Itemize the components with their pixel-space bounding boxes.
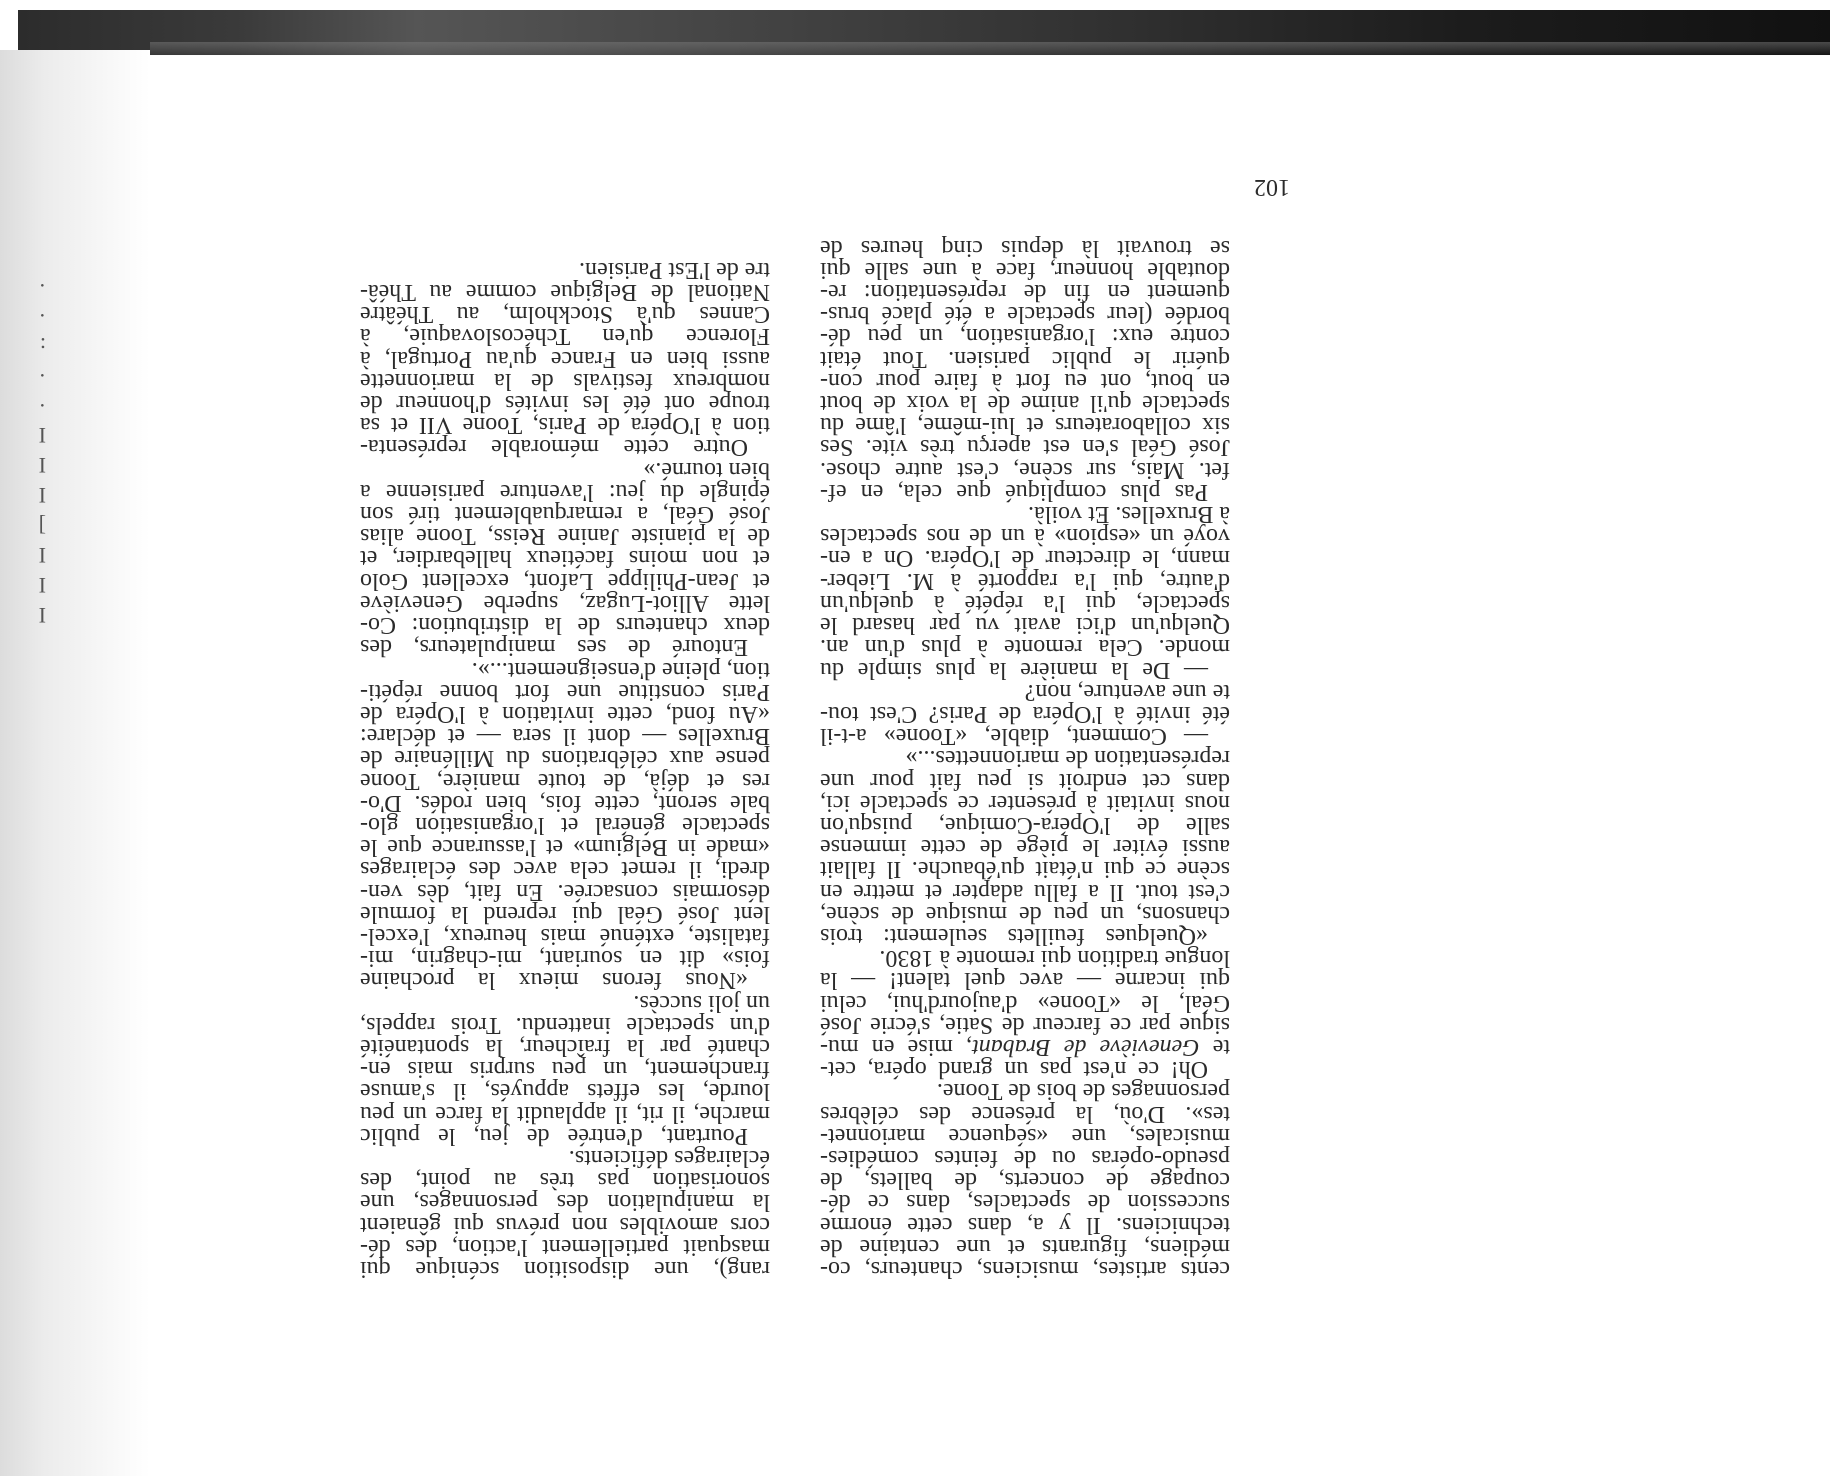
text-line: National de Belgique comme au Théâ- <box>360 279 770 306</box>
text-line: te Geneviève de Brabant, mise en mu- <box>820 1033 1230 1060</box>
text-line: et non moins facétieux hallebardier, et <box>360 545 770 572</box>
text-line: «Au fond, cette invitation à l'Opéra de <box>360 700 770 727</box>
text-line: — De la manière la plus simple du <box>820 656 1208 683</box>
text-line: monde. Cela remonte à plus d'un an. <box>820 634 1230 661</box>
text-line: Quelqu'un d'ici avait vu par hasard le <box>820 612 1230 639</box>
text-line: spectacle général et l'organisation glo- <box>360 811 770 838</box>
text-line: en bout, ont eu fort à faire pour con- <box>820 367 1230 394</box>
text-line: tre de l'Est Parisien. <box>579 256 770 283</box>
margin-mark: I <box>38 543 46 568</box>
text-line: succession de spectacles, dans ce dé- <box>820 1189 1230 1216</box>
text-line: Oh! ce n'est pas un grand opéra, cet- <box>820 1056 1208 1083</box>
text-line: masquait partiellement l'action, des dé- <box>360 1233 770 1260</box>
text-line: marche, il rit, il applaudit la farce un peu <box>360 1100 770 1127</box>
margin-mark: · <box>38 393 46 418</box>
text-line: personnages de bois de Toone. <box>936 1078 1230 1105</box>
text-line: «Nous ferons mieux la prochaine <box>360 967 748 994</box>
text-line: d'autre, qui l'a rapporté à M. Lieber- <box>820 567 1230 594</box>
text-line: bordée (leur spectacle a été placé brus- <box>820 301 1230 328</box>
text-line: qui incarne — avec quel talent! — la <box>820 967 1230 994</box>
text-line: aussi bien en France qu'au Portugal, à <box>360 345 770 372</box>
margin-mark: I <box>38 453 46 478</box>
text-line: nombreux festivals de la marionnette <box>360 367 770 394</box>
text-line: res et déjà, de toute manière, Toone <box>360 767 770 794</box>
text-line: deux chanteurs de la distribution: Co- <box>360 612 770 639</box>
text-line: six collaborateurs et lui-même, l'âme du <box>820 412 1230 439</box>
text-line: représentation de marionnettes...» <box>905 745 1230 772</box>
text-line: été invité à l'Opéra de Paris? C'est tou- <box>820 700 1230 727</box>
text-line: «made in Belgium» et l'assurance que le <box>360 834 770 861</box>
text-line: Pas plus compliqué que cela, en ef- <box>820 478 1208 505</box>
page-number: 102 <box>1254 174 1290 200</box>
text-line: techniciens. Il y a, dans cette énorme <box>820 1211 1230 1238</box>
text-line: la manipulation des personnages, une <box>360 1189 770 1216</box>
text-line: franchement, un peu surpris mais en- <box>360 1056 770 1083</box>
text-line: dans cet endroit si peu fait pour une <box>820 767 1230 794</box>
text-line: désormais consacrée. En fait, dès ven- <box>360 878 770 905</box>
text-line: musicales, une «séquence marionnet- <box>820 1122 1230 1149</box>
text-line: pseudo-opéras ou de feintes comédies- <box>820 1144 1230 1171</box>
text-line: et Jean-Philippe Lafont, excellent Golo <box>360 567 770 594</box>
margin-mark: I <box>38 423 46 448</box>
text-line: c'est tout. Il a fallu adapter et mettre en <box>820 878 1230 905</box>
margin-mark: : <box>39 333 46 358</box>
margin-mark: · <box>38 273 46 298</box>
text-line: te une aventure, non? <box>1024 678 1230 705</box>
text-line: Outre cette mémorable représenta- <box>360 434 748 461</box>
text-line: rang), une disposition scénique qui <box>360 1256 770 1282</box>
text-line: cents artistes, musiciens, chanteurs, co- <box>820 1256 1230 1282</box>
text-line: lent José Géal qui reprend la formule <box>360 900 770 927</box>
text-line: quement en fin de représentation: re- <box>820 279 1230 306</box>
text-line: Géal, le «Toone» d'aujourd'hui, celui <box>820 989 1230 1016</box>
text-line: tion, pleine d'enseignement...». <box>471 656 770 683</box>
margin-mark: ] <box>38 513 46 538</box>
margin-mark: I <box>38 483 46 508</box>
text-line: scène ce qui n'était qu'ébauche. Il fallait <box>820 856 1230 883</box>
text-line: spectacle qu'il anime de la voix de bout <box>820 390 1230 417</box>
text-line: tion à l'Opéra de Paris, Toone VII et sa <box>360 412 770 439</box>
margin-mark: · <box>38 303 46 328</box>
text-line: salle de l'Opéra-Comique, puisqu'on <box>820 811 1230 838</box>
text-line: se trouvait là depuis cinq heures de <box>820 234 1230 261</box>
text-column-right <box>360 256 770 1282</box>
margin-mark: · <box>38 363 46 388</box>
text-line: bien tourné.» <box>643 456 770 483</box>
text-line: éclairages déficients. <box>568 1144 770 1171</box>
text-line: doutable honneur, face à une salle qui <box>820 256 1230 283</box>
text-line: dredi, il remet cela avec des éclairages <box>360 856 770 883</box>
margin-mark: I <box>38 603 46 628</box>
text-line: fataliste, exténué mais heureux, l'excel- <box>360 922 770 949</box>
text-line: Pourtant, d'entrée de jeu, le public <box>360 1122 748 1149</box>
text-line: lourde, les effets appuyés, il s'amuse <box>360 1078 770 1105</box>
text-line: pense aux célébrations du Millénaire de <box>360 745 770 772</box>
text-line: épingle du jeu: l'aventure parisienne a <box>360 478 770 505</box>
text-line: nous invitait à présenter ce spectacle ici, <box>820 789 1230 816</box>
text-line: coupage de concerts, de ballets, de <box>820 1167 1230 1194</box>
text-line: sonorisation pas très au point, des <box>360 1167 770 1194</box>
text-line: voyé un «espion» à un de nos spectacles <box>820 523 1230 550</box>
text-line: troupe ont été les invités d'honneur de <box>360 390 770 417</box>
text-line: José Géal s'en est aperçu très vite. Ses <box>820 434 1230 461</box>
text-line: fet. Mais, sur scène, c'est autre chose. <box>820 456 1230 483</box>
text-line: chanté par la fraîcheur, la spontanéité <box>360 1033 770 1060</box>
text-line: Cannes qu'à Stockholm, au Théâtre <box>360 301 770 328</box>
text-line: «Quelques feuillets seulement: trois <box>820 922 1208 949</box>
text-line: longue tradition qui remonte à 1830. <box>879 945 1230 972</box>
text-line: sique par ce farceur de Satie, s'écrie José <box>820 1011 1230 1038</box>
text-line: mann, le directeur de l'Opéra. On a en- <box>820 545 1230 572</box>
text-column-left <box>820 236 1230 1280</box>
text-line: contre eux: l'organisation, un peu dé- <box>820 323 1230 350</box>
text-line: Florence qu'en Tchécoslovaquie, à <box>360 323 770 350</box>
text-line: médiens, figurants et une centaine de <box>820 1233 1230 1260</box>
text-line: d'un spectacle inattendu. Trois rappels, <box>360 1011 770 1038</box>
text-line: — Comment, diable, «Toone» a-t-il <box>820 723 1208 750</box>
text-line: spectacle, qui l'a répété à quelqu'un <box>820 589 1230 616</box>
text-line: José Géal, a remarquablement tiré son <box>360 501 770 528</box>
text-line: Entouré de ses manipulateurs, des <box>360 634 748 661</box>
text-line: de la pianiste Janine Reiss, Toone alias <box>360 523 770 550</box>
text-line: lette Alliot-Lugaz, superbe Geneviève <box>360 589 770 616</box>
text-line: cors amovibles non prévus qui gênaient <box>360 1211 770 1238</box>
text-line: Bruxelles — dont il sera — et déclare: <box>360 723 770 750</box>
text-line: quérir le public parisien. Tout était <box>820 345 1230 372</box>
text-line: tes». D'où, la présence des célèbres <box>820 1100 1230 1127</box>
text-line: aussi éviter le piège de cette immense <box>820 834 1230 861</box>
text-line: fois» dit en souriant, mi-chagrin, mi- <box>360 945 770 972</box>
text-line: bale seront, cette fois, bien rodés. D'o- <box>360 789 770 816</box>
text-line: Paris constitue une fort bonne répéti- <box>360 678 770 705</box>
margin-mark: I <box>38 573 46 598</box>
text-line: un joli succès. <box>633 989 770 1016</box>
text-line: à Bruxelles. Et voilà. <box>1028 501 1230 528</box>
text-line: chansons, un peu de musique de scène, <box>820 900 1230 927</box>
